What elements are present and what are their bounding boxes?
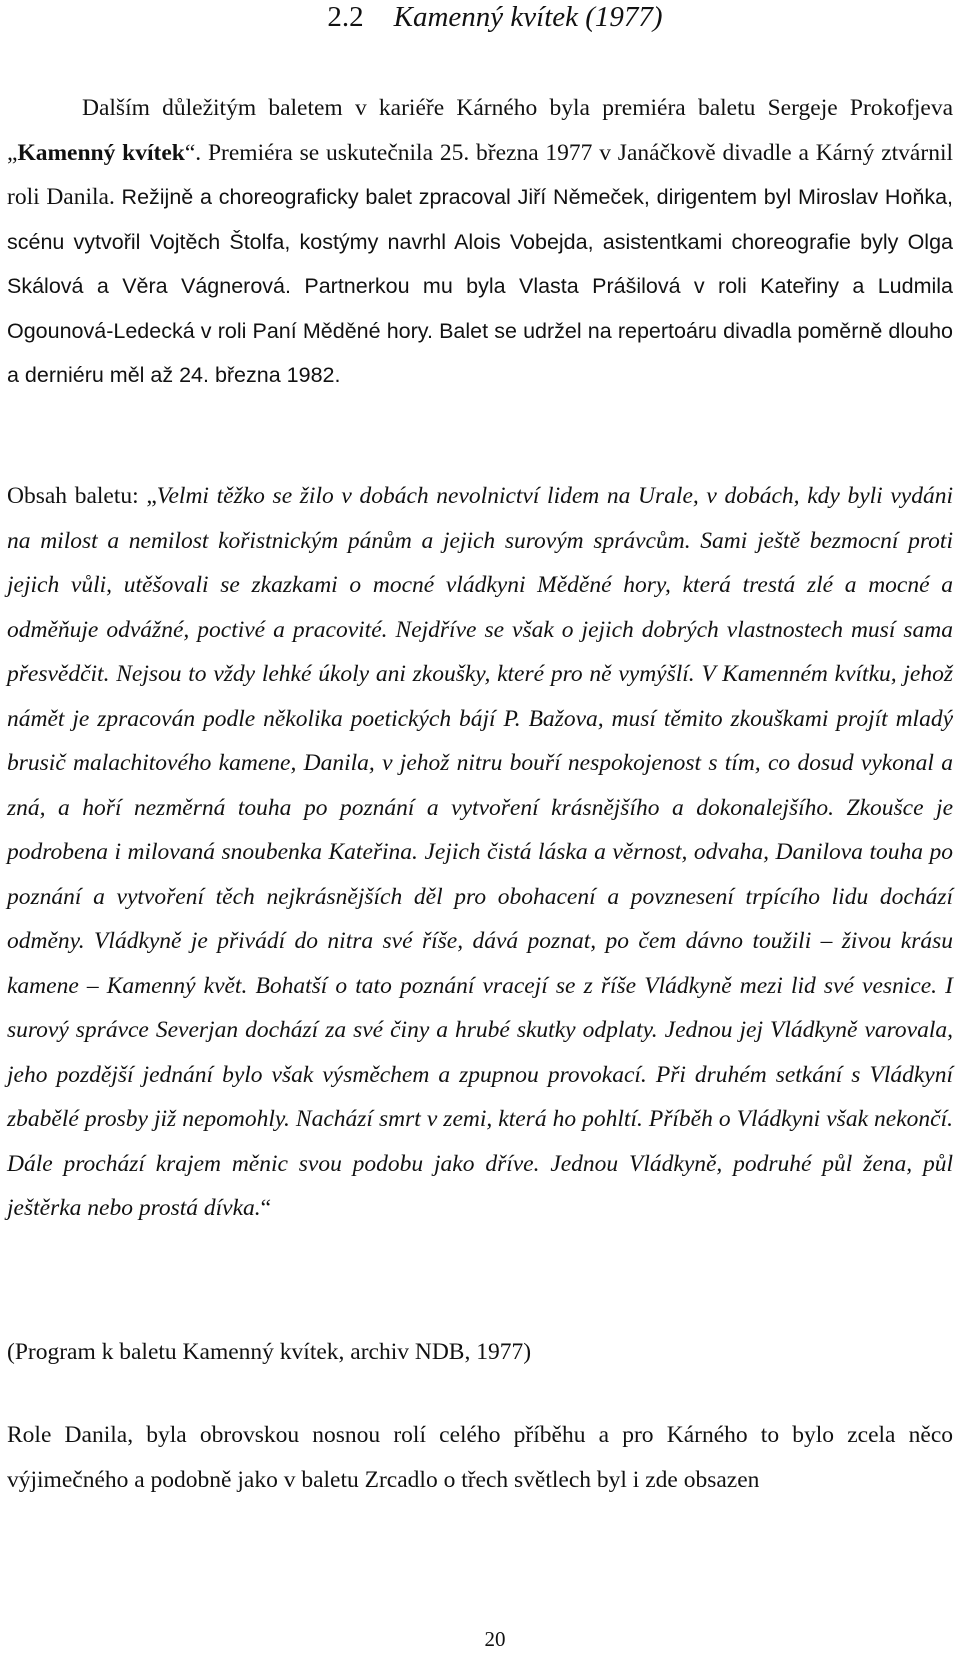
source-citation: (Program k baletu Kamenný kvítek, archiv NDB, 1977) [7, 1339, 532, 1365]
page-number: 20 [484, 1627, 506, 1651]
production-credits: Režijně a choreograficky balet zpracoval Jiří Němeček, dirigentem byl Miroslav Hoňka, scénu vytvořil Vojtěch Štolfa, kostýmy navrhl Alois Vobejda, asistentkami choreografie byly Olga Skálová a Věra Vágnerová. Partnerkou mu byla Vlasta Prášilová v roli Kateřiny a Ludmila Ogounová-Ledecká v roli Paní Měděné hory. Balet se udržel na repertoáru divadla poměrně dlouho a derniéru měl až 24. března 1982. [7, 185, 954, 387]
synopsis-quote: Velmi těžko se žilo v dobách nevolnictví lidem na Urale, v dobách, kdy byli vydáni na milost a nemilost kořistnickým pánům a jejich surovým správcům. Sami ještě bezmocní proti jejich vůli, utěšovali se zkazkami o mocné vládkyni Měděné hory, která trestá zlé a mocné a odměňuje odvážné, poctivé a pracovité. Nejdříve se však o jejich dobrých vlastnostech musí sama přesvědčit. Nejsou to vždy lehké úkoly ani zkoušky, které pro ně vymýšlí. V Kamenném kvítku, jehož námět je zpracován podle několika poetických bájí P. Bažova, musí těmito zkouškami projít mladý brusič malachitového kamene, Danila, v jehož nitru bouří nespokojenost s tím, co dosud vykonal a zná, a hoří nezměrná touha po poznání a vytvoření krásnějšího a dokonalejšího. Zkoušce je podrobena i milovaná snoubenka Kateřina. Jejich čistá láska a věrnost, odvaha, Danilova touha po poznání a vytvoření těch nejkrásnějších děl pro obohacení a povznesení trpícího lidu dochází odměny. Vládkyně je přivádí do nitra své říše, dává poznat, po čem dávno toužili – živou krásu kamene – Kamenný květ. Bohatší o tato poznání vracejí se z říše Vládkyně mezi lid své vesnice. I surový správce Severjan dochází za své činy a hrubé skutky odplaty. Jednou jej Vládkyně varovala, jeho pozdější jednání bylo však výsměchem a zpupnou provokací. Při druhém setkání s Vládkyní zbabělé prosby již nepomohly. Nachází smrt v zemi, která ho pohltí. Příběh o Vládkyni však nekončí. Dále prochází krajem měnic svou podobu jako dříve. Jednou Vládkyně, podruhé půl žena, půl ještěrka nebo prostá dívka. [7, 483, 954, 1221]
ballet-title-bold: Kamenný kvítek [17, 139, 185, 166]
section-heading [0, 0, 960, 34]
section-number: 2.2 [327, 1, 364, 33]
premiere-intro: Dalším důležitým baletem v kariéře Kárného byla premiéra baletu Sergeje Prokofjeva „ [7, 95, 953, 166]
premiere-details: “. Premiéra se uskutečnila 25. března 1977 v Janáčkově divadle a Kárný ztvárnil roli Danila. [7, 139, 954, 210]
section-title: Kamenný kvítek (1977) [393, 1, 663, 33]
paragraph-role-danila: Role Danila, byla obrovskou nosnou rolí celého příběhu a pro Kárného to bylo zcela něco výjimečného a podobně jako v baletu Zrcadlo o třech světlech byl i zde obsazen [7, 1422, 953, 1493]
quote-open-mark: „ [146, 483, 157, 509]
paragraph-premiere [7, 86, 953, 398]
synopsis-lead: Obsah baletu: [7, 483, 147, 509]
paragraph-synopsis [7, 474, 953, 1231]
quote-close-mark: “ [260, 1195, 272, 1221]
